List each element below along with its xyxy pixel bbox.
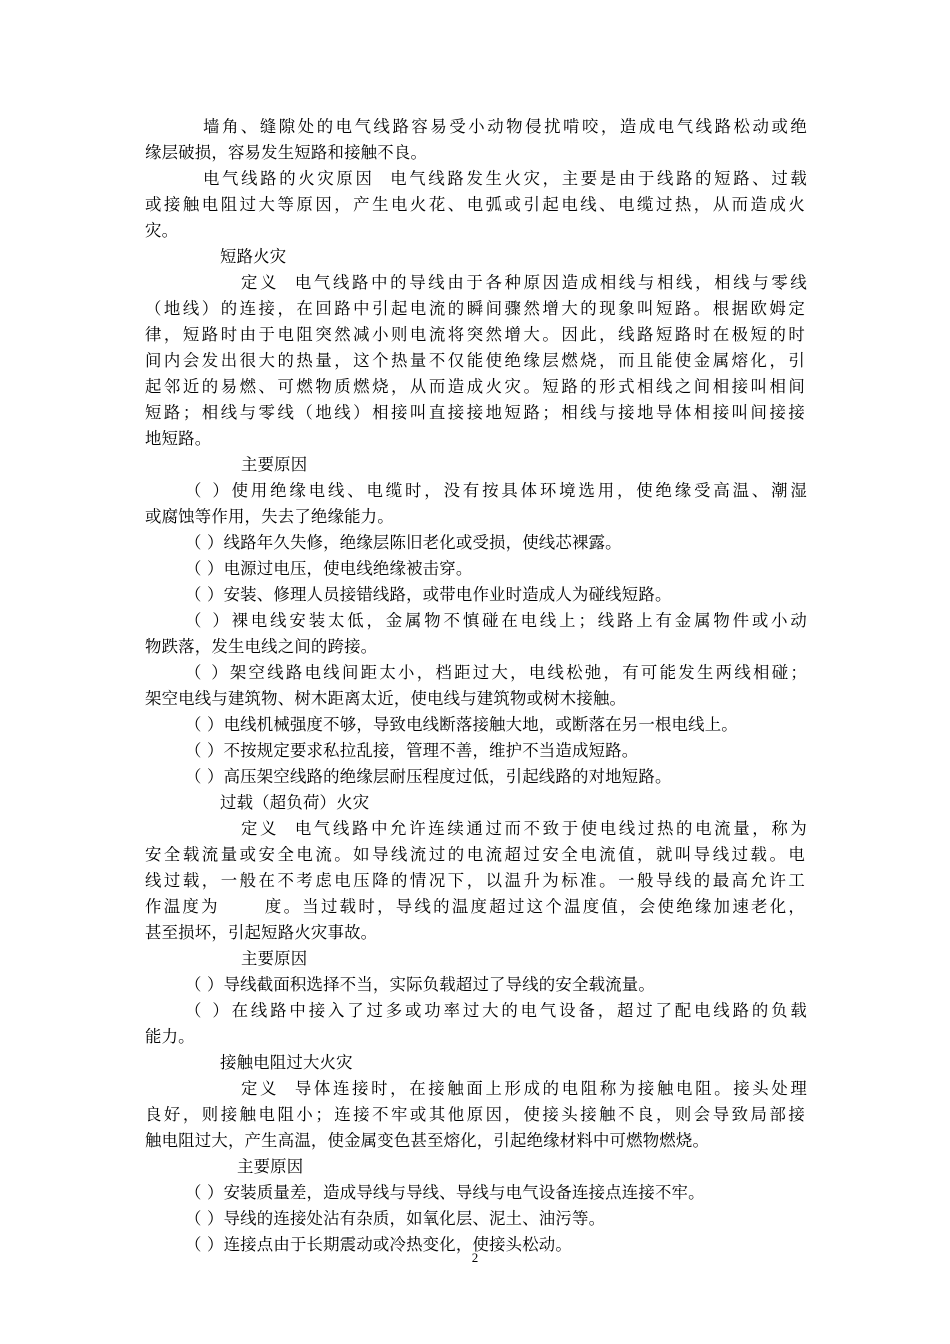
list-item: （ ）导线截面积选择不当，实际负载超过了导线的安全载流量。 (185, 975, 655, 994)
text-line: 电气线路的火灾原因 电气线路发生火灾，主要是由于线路的短路、过载 (203, 169, 807, 188)
text-line: 灾。 (145, 221, 179, 240)
list-item: （ ）在线路中接入了过多或功率过大的电气设备，超过了配电线路的负载 (185, 1001, 807, 1020)
text-line: 线过载，一般在不考虑电压降的情况下，以温升为标准。一般导线的最高允许工 (145, 871, 805, 890)
list-item: （ ）安装、修理人员接错线路，或带电作业时造成人为碰线短路。 (185, 585, 672, 604)
text-line: 定义 电气线路中允许连续通过而不致于使电线过热的电流量，称为 (241, 819, 807, 838)
subsection-heading: 主要原因 (237, 1157, 304, 1176)
text-line: 地短路。 (145, 429, 212, 448)
text-line: 良好，则接触电阻小；连接不牢或其他原因，使接头接触不良，则会导致局部接 (145, 1105, 805, 1124)
text-line: 短路；相线与零线（地线）相接叫直接接地短路；相线与接地导体相接叫间接接 (145, 403, 805, 422)
list-item: （ ）电源过电压，使电线绝缘被击穿。 (185, 559, 473, 578)
text-line: 定义 导体连接时，在接触面上形成的电阻称为接触电阻。接头处理 (241, 1079, 807, 1098)
list-item: （ ）导线的连接处沾有杂质，如氧化层、泥土、油污等。 (185, 1209, 606, 1228)
text-line: 或接触电阻过大等原因，产生电火花、电弧或引起电线、电缆过热，从而造成火 (145, 195, 805, 214)
section-heading: 接触电阻过大火灾 (220, 1053, 353, 1072)
text-line: 安全载流量或安全电流。如导线流过的电流超过安全电流值，就叫导线过载。电 (145, 845, 805, 864)
list-item: （ ）使用绝缘电线、电缆时，没有按具体环境选用，使绝缘受高温、潮湿 (185, 481, 807, 500)
section-heading: 过载（超负荷）火灾 (220, 793, 370, 812)
list-item: （ ）架空线路电线间距太小，档距过大，电线松弛，有可能发生两线相碰； (185, 663, 807, 682)
text-line: 缘层破损，容易发生短路和接触不良。 (145, 143, 428, 162)
text-line: 间内会发出很大的热量，这个热量不仅能使绝缘层燃烧，而且能使金属熔化，引 (145, 351, 805, 370)
text-line: 触电阻过大，产生高温，使金属变色甚至熔化，引起绝缘材料中可燃物燃烧。 (145, 1131, 710, 1150)
text-line: （地线）的连接，在回路中引起电流的瞬间骤然增大的现象叫短路。根据欧姆定 (145, 299, 805, 318)
text-line: 起邻近的易燃、可燃物质燃烧，从而造成火灾。短路的形式相线之间相接叫相间 (145, 377, 805, 396)
list-item: （ ）线路年久失修，绝缘层陈旧老化或受损，使线芯裸露。 (185, 533, 622, 552)
text-line: 架空电线与建筑物、树木距离太近，使电线与建筑物或树木接触。 (145, 689, 627, 708)
list-item: （ ）不按规定要求私拉乱接，管理不善，维护不当造成短路。 (185, 741, 639, 760)
subsection-heading: 主要原因 (241, 455, 308, 474)
text-line: 物跌落，发生电线之间的跨接。 (145, 637, 378, 656)
text-line: 能力。 (145, 1027, 195, 1046)
section-heading: 短路火灾 (220, 247, 287, 266)
text-line: 定义 电气线路中的导线由于各种原因造成相线与相线，相线与零线 (241, 273, 807, 292)
list-item: （ ）电线机械强度不够，导致电线断落接触大地，或断落在另一根电线上。 (185, 715, 738, 734)
text-line: 或腐蚀等作用，失去了绝缘能力。 (145, 507, 394, 526)
list-item: （ ）裸电线安装太低，金属物不慎碰在电线上；线路上有金属物件或小动 (185, 611, 807, 630)
subsection-heading: 主要原因 (241, 949, 308, 968)
page-number: 2 (471, 1250, 479, 1265)
text-line: 律，短路时由于电阻突然减小则电流将突然增大。因此，线路短路时在极短的时 (145, 325, 805, 344)
text-line: 墙角、缝隙处的电气线路容易受小动物侵扰啃咬，造成电气线路松动或绝 (203, 117, 807, 136)
list-item: （ ）安装质量差，造成导线与导线、导线与电气设备连接点连接不牢。 (185, 1183, 705, 1202)
text-line: 甚至损坏，引起短路火灾事故。 (145, 923, 378, 942)
list-item: （ ）连接点由于长期震动或冷热变化，使接头松动。 (185, 1235, 572, 1254)
text-line: 作温度为 度。当过载时，导线的温度超过这个温度值，会使绝缘加速老化， (145, 897, 805, 916)
list-item: （ ）高压架空线路的绝缘层耐压程度过低，引起线路的对地短路。 (185, 767, 672, 786)
